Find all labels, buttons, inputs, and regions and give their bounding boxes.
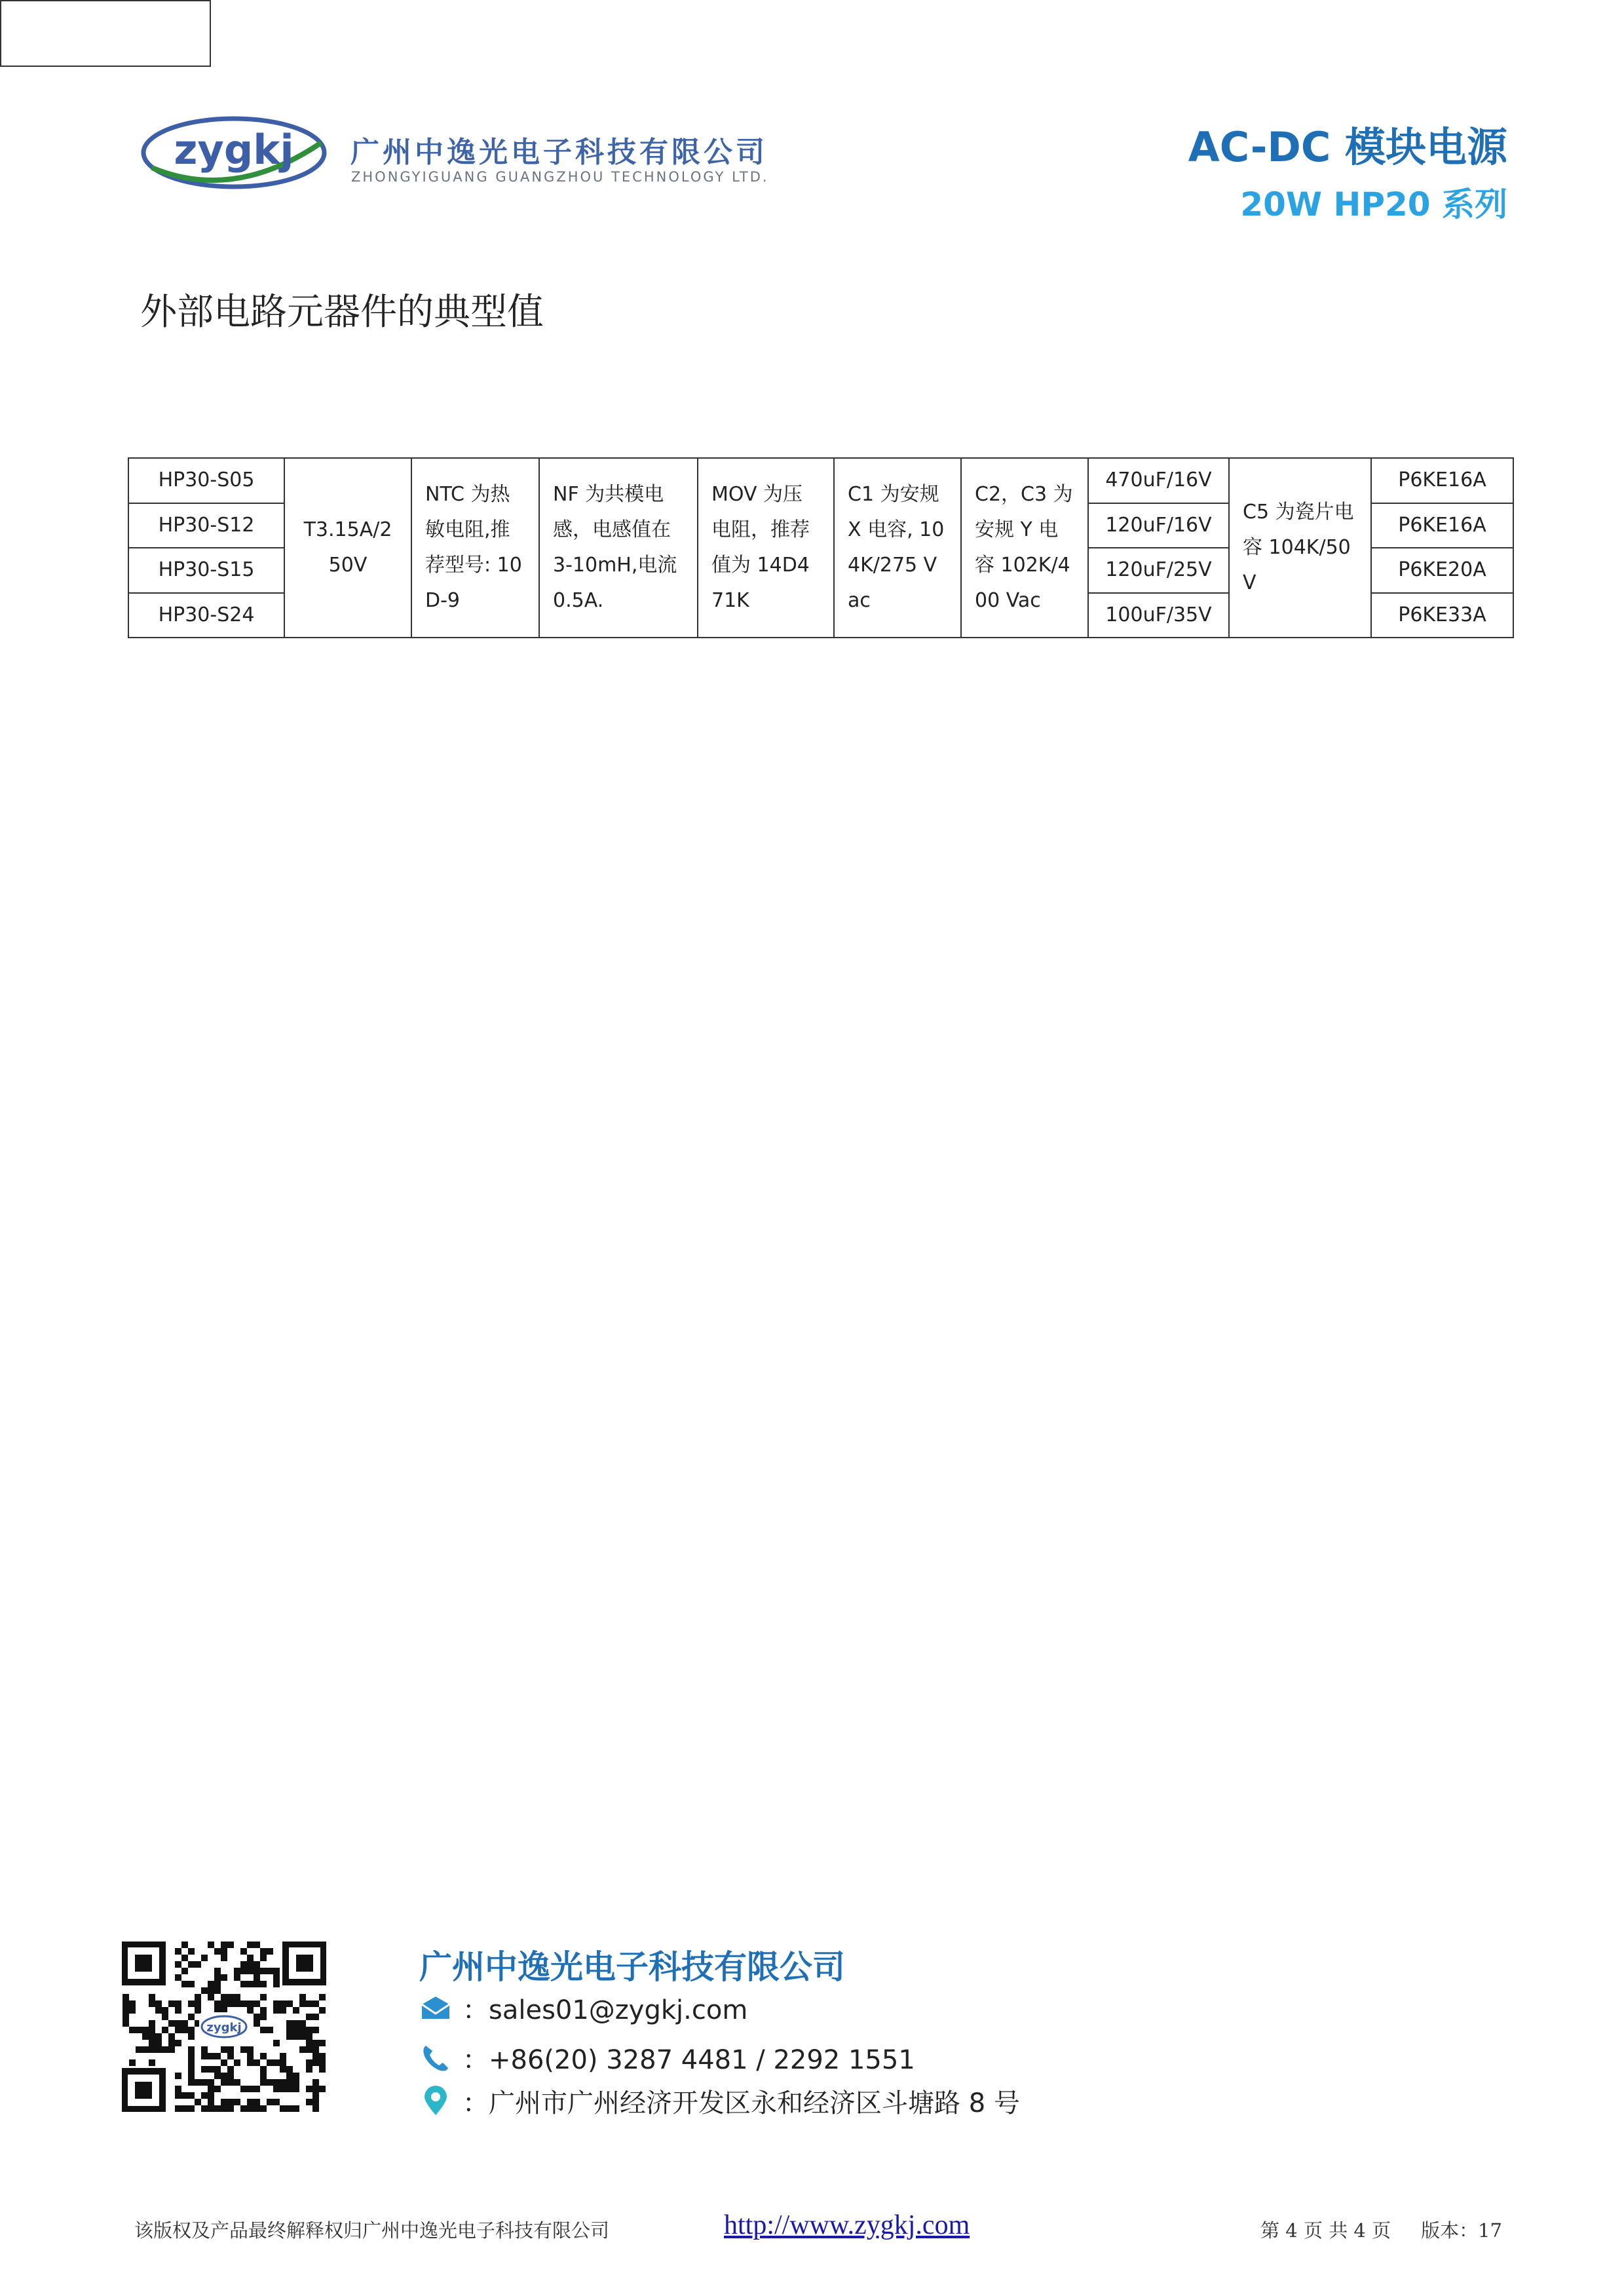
tvs-cell: P6KE16A [1371, 503, 1513, 548]
c1-cell: C1 为安规 X 电容, 104K/275 Vac [834, 458, 961, 638]
product-series: 20W HP20 系列 [1240, 185, 1507, 223]
c5-cell: C5 为瓷片电容 104K/50V [1229, 458, 1371, 638]
version-text: 版本：17 [1421, 2219, 1502, 2242]
footer-company: 广州中逸光电子科技有限公司 [419, 1948, 845, 1986]
email-text[interactable]: ：sales01@zygkj.com [463, 1995, 748, 2025]
cap-cell: 120uF/16V [1088, 503, 1229, 548]
email-row [419, 1989, 747, 2027]
tvs-cell: P6KE33A [1371, 593, 1513, 638]
page-info [1230, 2216, 1502, 2243]
phone-row [419, 2039, 915, 2076]
mov-cell: MOV 为压电阻，推荐值为 14D471K [698, 458, 834, 638]
logo-text: zygkj [174, 126, 294, 174]
cap-cell: 100uF/35V [1088, 593, 1229, 638]
company-name-cn: 广州中逸光电子科技有限公司 [350, 136, 768, 169]
corner-box [0, 0, 211, 67]
fuse-cell: T3.15A/250V [284, 458, 411, 638]
address-row [419, 2082, 1020, 2120]
tvs-cell: P6KE16A [1371, 458, 1513, 503]
page-number: 第 4 页 共 4 页 [1260, 2219, 1391, 2242]
model-cell: HP30-S24 [128, 593, 284, 638]
table-row [128, 458, 1513, 503]
nf-cell: NF 为共模电感，电感值在 3-10mH,电流 0.5A. [539, 458, 698, 638]
company-name-en: ZHONGYIGUANG GUANGZHOU TECHNOLOGY LTD. [351, 169, 769, 185]
tvs-cell: P6KE20A [1371, 548, 1513, 593]
c2c3-cell: C2，C3 为安规 Y 电容 102K/400 Vac [961, 458, 1088, 638]
copyright-text: 该版权及产品最终解释权归广州中逸光电子科技有限公司 [134, 2219, 610, 2242]
phone-text: ：+86(20) 3287 4481 / 2292 1551 [463, 2045, 915, 2075]
section-title: 外部电路元器件的典型值 [140, 291, 544, 334]
company-logo [139, 110, 329, 195]
email-icon [419, 1995, 452, 2021]
website-link[interactable]: http://www.zygkj.com [724, 2210, 970, 2240]
qr-center-logo: zygkj [206, 2021, 242, 2035]
address-text: ：广州市广州经济开发区永和经济区斗塘路 8 号 [463, 2088, 1020, 2118]
component-table [128, 457, 1514, 638]
cap-cell: 120uF/25V [1088, 548, 1229, 593]
ntc-cell: NTC 为热敏电阻,推荐型号: 10D-9 [411, 458, 539, 638]
product-title: AC-DC 模块电源 [1188, 123, 1507, 171]
model-cell: HP30-S05 [128, 458, 284, 503]
cap-cell: 470uF/16V [1088, 458, 1229, 503]
phone-icon [419, 2042, 452, 2075]
location-pin-icon [419, 2085, 452, 2118]
model-cell: HP30-S12 [128, 503, 284, 548]
model-cell: HP30-S15 [128, 548, 284, 593]
qr-code-image [122, 1942, 326, 2112]
